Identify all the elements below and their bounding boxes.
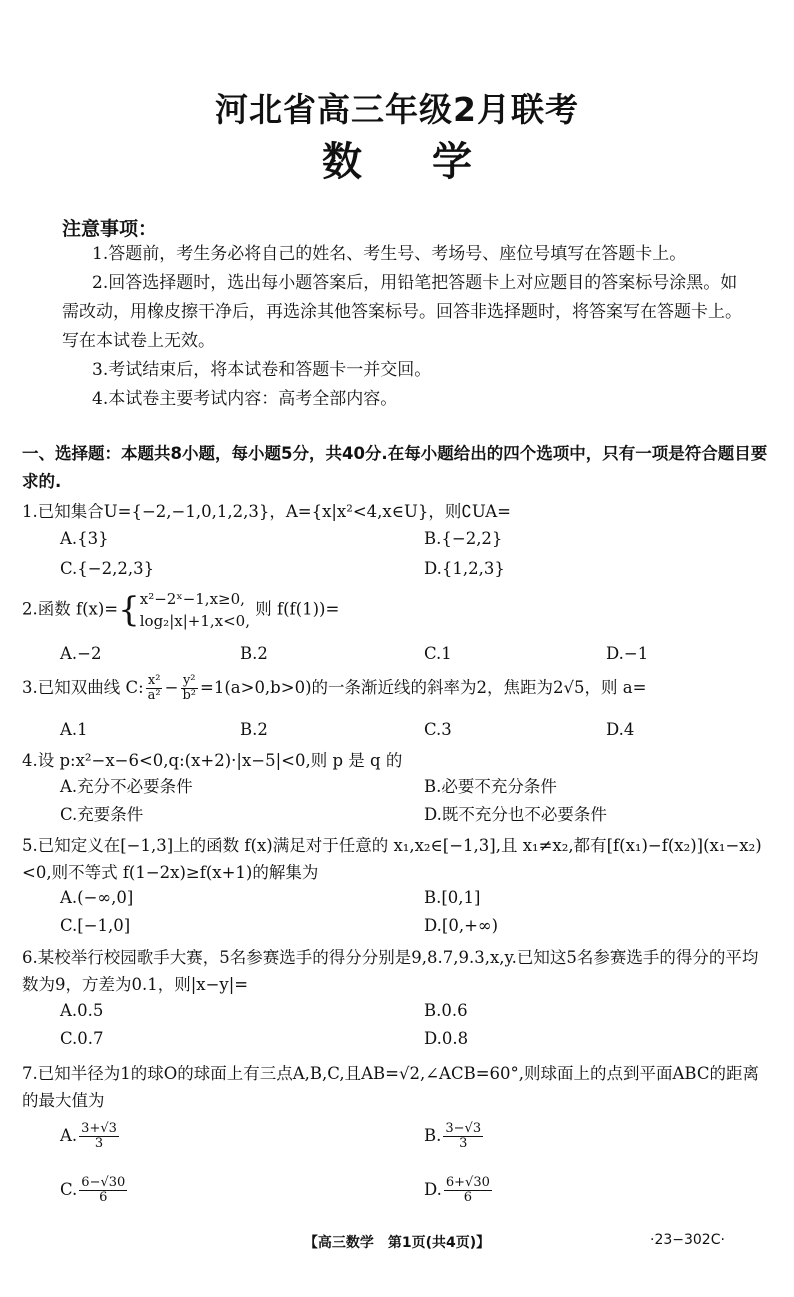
fraction [79, 1176, 127, 1205]
q3-option-d: D.4 [606, 720, 635, 739]
numerator: 3−√3 [445, 1121, 482, 1136]
question-5-stem: 5.已知定义在[−1,3]上的函数 f(x)满足对于任意的 x₁,x₂∈[−1,3],且 x₁≠x₂,都有[f(x₁)−f(x₂)](x₁−x₂)<0,则不等式 f(1−2x)≥f(x+1)的解集为 [22, 836, 762, 882]
fraction [180, 674, 198, 703]
question-4-stem: 4.设 p:x²−x−6<0,q:(x+2)·|x−5|<0,则 p 是 q 的 [22, 751, 403, 770]
numerator: x² [147, 673, 161, 688]
q2-stem-pre: 2.函数 f(x)= [22, 599, 119, 619]
q5-option-c: C.[−1,0] [60, 916, 131, 935]
q3-stem-post: =1(a>0,b>0)的一条渐近线的斜率为2，焦距为2√5，则 a= [200, 678, 647, 697]
question-3-stem [22, 674, 772, 703]
question-7-stem: 7.已知半径为1的球O的球面上有三点A,B,C,且AB=√2,∠ACB=60°,则球面上的点到平面ABC的距离的最大值为 [22, 1064, 759, 1110]
section-heading: 一、选择题：本题共8小题，每小题5分，共40分.在每小题给出的四个选项中，只有一项是符合题目要求的. [22, 444, 768, 491]
q2-stem-post: 则 f(f(1))= [255, 599, 340, 619]
q2-option-d: D.−1 [606, 644, 649, 663]
q1-option-a: A.{3} [60, 529, 109, 548]
minus-sign: − [164, 678, 179, 697]
question-6-stem: 6.某校举行校园歌手大赛，5名参赛选手的得分分别是9,8.7,9.3,x,y.已知这5名参赛选手的得分的平均数为9，方差为0.1，则|x−y|= [22, 948, 759, 994]
denominator: a² [147, 688, 161, 703]
question-2-stem [22, 588, 772, 632]
q1-option-c: C.{−2,2,3} [60, 559, 155, 578]
q6-option-d: D.0.8 [424, 1029, 469, 1048]
option-label: B. [424, 1126, 442, 1145]
numerator: 3+√3 [81, 1121, 117, 1136]
q4-option-d: D.既不充分也不必要条件 [424, 805, 607, 824]
q7-option-b [424, 1122, 485, 1151]
fraction [79, 1122, 119, 1151]
q7-option-d [424, 1176, 494, 1205]
exam-code: ·23−302C· [650, 1232, 725, 1248]
q5-option-d: D.[0,+∞) [424, 916, 499, 935]
q6-option-a: A.0.5 [60, 1001, 104, 1020]
q7-option-a [60, 1122, 121, 1151]
denominator: 6 [463, 1190, 473, 1205]
q7-option-c [60, 1176, 129, 1205]
q6-option-c: C.0.7 [60, 1029, 104, 1048]
numerator: y² [182, 673, 196, 688]
q2-case-2: log₂|x|+1,x<0, [139, 612, 250, 630]
q5-option-a: A.(−∞,0] [60, 888, 134, 907]
q4-option-b: B.必要不充分条件 [424, 777, 557, 796]
q2-case-1: x²−2ˣ−1,x≥0, [139, 590, 245, 608]
exam-title: 河北省高三年级2月联考 [215, 90, 579, 129]
piecewise-cases [140, 588, 250, 632]
q2-option-c: C.1 [424, 644, 452, 663]
denominator: 3 [94, 1136, 104, 1151]
q2-option-b: B.2 [240, 644, 268, 663]
fraction [444, 1176, 492, 1205]
q1-option-b: B.{−2,2} [424, 529, 503, 548]
q3-stem-pre: 3.已知双曲线 C: [22, 678, 144, 697]
denominator: 6 [99, 1190, 108, 1205]
page-footer: 【高三数学 第1页(共4页)】 [303, 1235, 491, 1251]
notice-heading: 注意事项： [62, 218, 158, 240]
option-label: A. [60, 1126, 78, 1145]
brace-symbol: { [118, 590, 140, 630]
notice-item: 3.考试结束后，将本试卷和答题卡一并交回。 [92, 360, 432, 380]
q6-option-b: B.0.6 [424, 1001, 468, 1020]
denominator: 3 [459, 1136, 468, 1151]
subject-title: 数学 [322, 139, 542, 185]
q5-option-b: B.[0,1] [424, 888, 481, 907]
notice-item: 2.回答选择题时，选出每小题答案后，用铅笔把答题卡上对应题目的答案标号涂黑。如需改动，用橡皮擦干净后，再选涂其他答案标号。回答非选择题时，将答案写在答题卡上。写在本试卷上无效。 [62, 273, 742, 351]
q4-option-c: C.充要条件 [60, 805, 144, 824]
option-label: D. [424, 1180, 442, 1199]
q4-option-a: A.充分不必要条件 [60, 777, 193, 796]
denominator: b² [182, 688, 197, 703]
numerator: 6+√30 [445, 1175, 490, 1190]
q3-option-c: C.3 [424, 720, 452, 739]
q3-option-b: B.2 [240, 720, 268, 739]
fraction [146, 674, 163, 703]
q1-option-d: D.{1,2,3} [424, 559, 505, 578]
numerator: 6−√30 [81, 1175, 126, 1190]
option-label: C. [60, 1180, 78, 1199]
question-1-stem: 1.已知集合U={−2,−1,0,1,2,3}，A={x|x²<4,x∈U}，则∁UA= [22, 502, 511, 521]
q2-option-a: A.−2 [60, 644, 102, 663]
notice-item: 4.本试卷主要考试内容：高考全部内容。 [92, 389, 398, 409]
fraction [443, 1122, 483, 1151]
q3-option-a: A.1 [60, 720, 88, 739]
notice-item: 1.答题前，考生务必将自己的姓名、考生号、考场号、座位号填写在答题卡上。 [92, 244, 687, 264]
